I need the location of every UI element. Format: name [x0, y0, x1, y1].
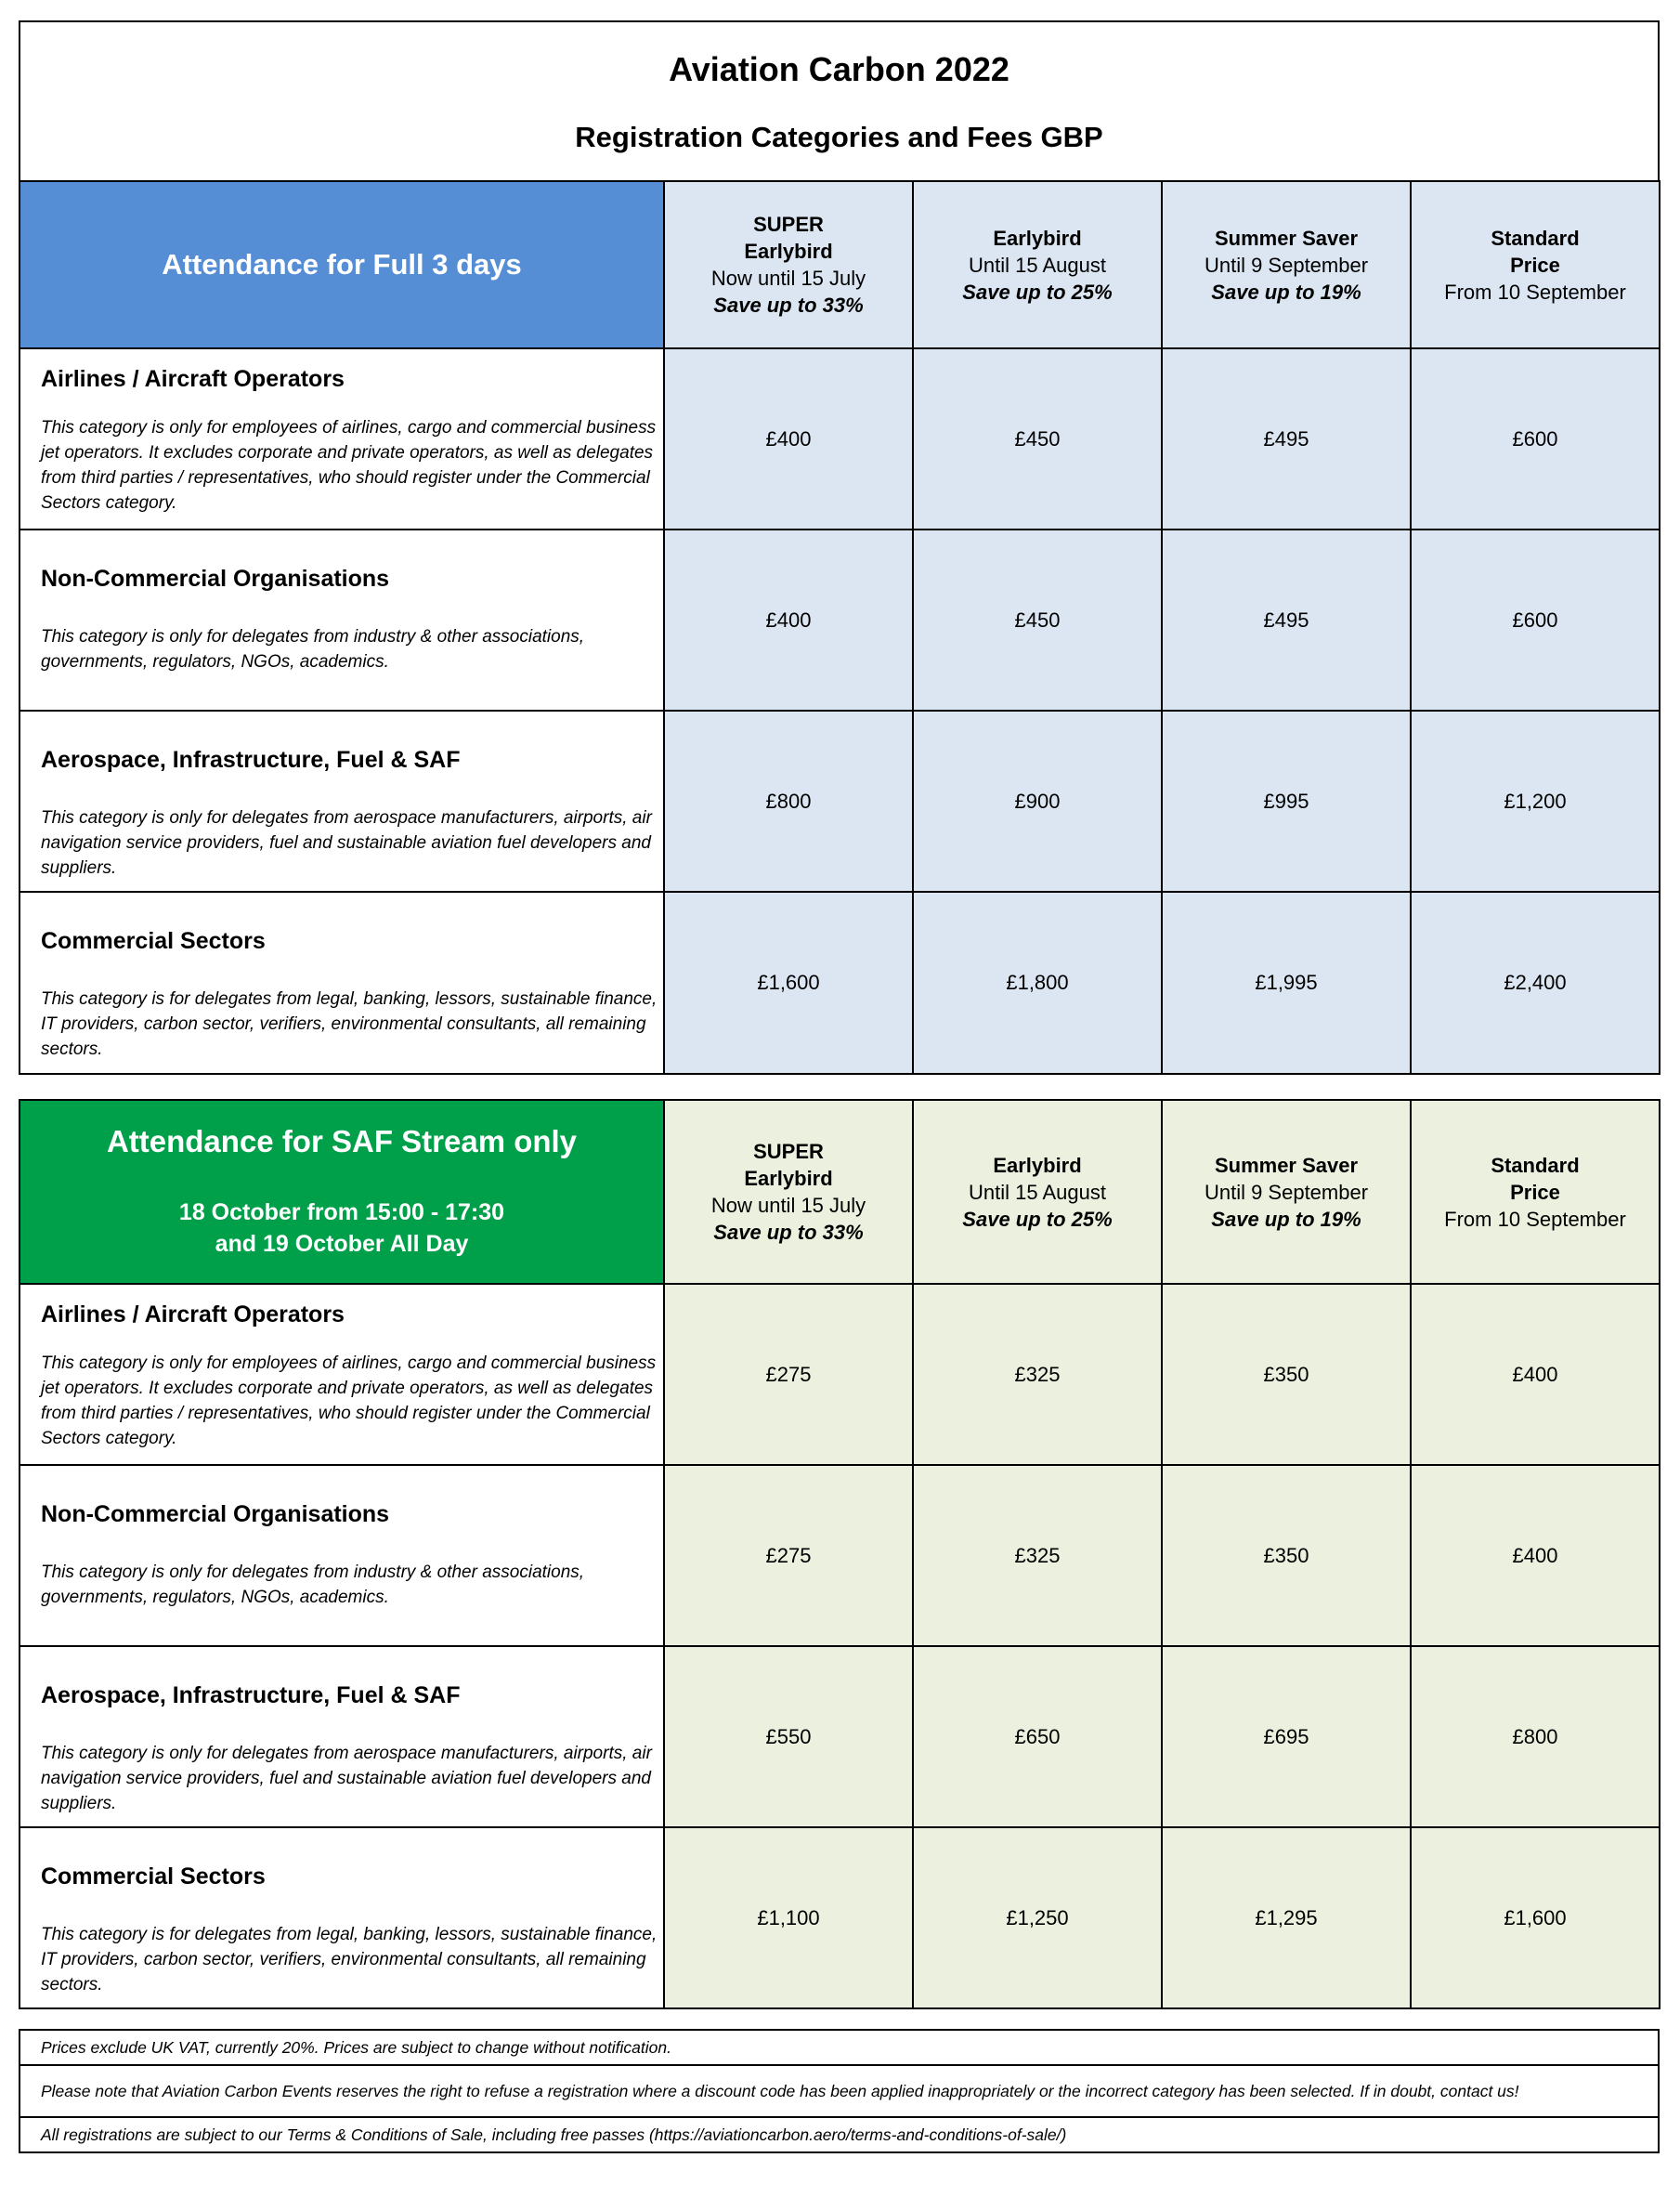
tier-header-super-earlybird: [664, 181, 913, 348]
category-cell: [20, 1465, 664, 1646]
category-description: This category is for delegates from legal, banking, lessors, sustainable finance, IT providers, carbon sector, verifiers, environmental consultants, all remaining sectors.: [41, 1925, 658, 1994]
notes-table: [19, 2029, 1660, 2153]
full-attendance-heading: Attendance for Full 3 days: [20, 181, 664, 348]
price-cell: £275: [664, 1465, 913, 1646]
category-description: This category is only for delegates from industry & other associations, governments, regulators, NGOs, academics.: [41, 627, 585, 672]
page-title: Aviation Carbon 2022: [669, 50, 1009, 88]
price-cell: £2,400: [1411, 892, 1660, 1074]
note-terms: All registrations are subject to our Terms & Conditions of Sale, including free passes (https://aviationcarbon.aero/terms-and-conditions-of-sale/): [20, 2117, 1659, 2152]
saf-stream-title: Attendance for SAF Stream only: [106, 1124, 578, 1158]
page-subtitle: Registration Categories and Fees GBP: [575, 121, 1103, 153]
table-row: [20, 530, 1660, 711]
tier-saving: Save up to 25%: [962, 1207, 1113, 1231]
price-cell: £450: [913, 530, 1162, 711]
tier-period: Until 15 August: [969, 253, 1106, 277]
category-title: Airlines / Aircraft Operators: [41, 1301, 345, 1327]
tier-header-earlybird: [913, 181, 1162, 348]
table-header-row: [20, 1100, 1660, 1284]
price-cell: £1,800: [913, 892, 1162, 1074]
price-cell: £325: [913, 1284, 1162, 1465]
price-cell: £900: [913, 711, 1162, 892]
category-description: This category is only for employees of airlines, cargo and commercial business jet operators. It excludes corporate and private operators, as well as delegates from third parties / representatives, who should register under the Commercial Sectors category.: [41, 1354, 657, 1448]
category-cell: [20, 1284, 664, 1465]
category-title: Commercial Sectors: [41, 928, 266, 954]
category-cell: [20, 892, 664, 1074]
price-cell: £400: [1411, 1284, 1660, 1465]
price-cell: £1,600: [1411, 1827, 1660, 2008]
table-row: [20, 1646, 1660, 1827]
price-cell: £1,600: [664, 892, 913, 1074]
tier-period: Until 9 September: [1204, 253, 1369, 277]
category-title: Airlines / Aircraft Operators: [41, 366, 345, 392]
category-description: This category is only for delegates from aerospace manufacturers, airports, air navigation service providers, fuel and sustainable aviation fuel developers and suppliers.: [41, 1744, 652, 1813]
category-description: This category is for delegates from legal, banking, lessors, sustainable finance, IT providers, carbon sector, verifiers, environmental consultants, all remaining sectors.: [41, 989, 658, 1059]
tier-saving: Save up to 25%: [962, 280, 1113, 304]
page-header: [19, 20, 1660, 180]
price-cell: £800: [664, 711, 913, 892]
tier-header-standard: [1411, 181, 1660, 348]
tier-name-line2: Earlybird: [744, 240, 833, 263]
tier-name: SUPER: [753, 213, 824, 236]
category-cell: [20, 348, 664, 530]
category-title: Commercial Sectors: [41, 1864, 266, 1890]
price-cell: £1,295: [1162, 1827, 1411, 2008]
table-header-row: [20, 181, 1660, 348]
tier-header-summer-saver: [1162, 181, 1411, 348]
note-refusal: Please note that Aviation Carbon Events reserves the right to refuse a registration where a discount code has been applied inappropriately or the incorrect category has been selected. If in doubt, contact us!: [20, 2065, 1659, 2117]
tier-header-earlybird: [913, 1100, 1162, 1284]
category-cell: [20, 1646, 664, 1827]
category-title: Aerospace, Infrastructure, Fuel & SAF: [41, 1682, 461, 1708]
price-cell: £400: [1411, 1465, 1660, 1646]
tier-period: Now until 15 July: [710, 267, 866, 290]
price-cell: £400: [664, 530, 913, 711]
full-attendance-fee-table: [19, 180, 1660, 1075]
tier-name: Summer Saver: [1214, 226, 1359, 250]
saf-stream-fee-table: [19, 1099, 1660, 2009]
tier-name-line2: Earlybird: [744, 1167, 833, 1190]
price-cell: £325: [913, 1465, 1162, 1646]
table-row: [20, 711, 1660, 892]
price-cell: £650: [913, 1646, 1162, 1827]
tier-period: Now until 15 July: [710, 1194, 866, 1217]
note-row: [20, 2065, 1659, 2117]
tier-name: Standard: [1491, 1153, 1580, 1177]
price-cell: £350: [1162, 1284, 1411, 1465]
tier-saving: Save up to 33%: [713, 1221, 864, 1244]
saf-stream-heading: [20, 1100, 664, 1284]
tier-period: Until 15 August: [969, 1180, 1106, 1204]
table-row: [20, 1465, 1660, 1646]
category-cell: [20, 711, 664, 892]
price-cell: £550: [664, 1646, 913, 1827]
table-row: [20, 1827, 1660, 2008]
price-cell: £600: [1411, 530, 1660, 711]
tier-period: Until 9 September: [1204, 1180, 1369, 1204]
table-row: [20, 892, 1660, 1074]
tier-name: Earlybird: [993, 226, 1082, 250]
category-title: Non-Commercial Organisations: [41, 566, 390, 592]
tier-saving: Save up to 19%: [1211, 280, 1361, 304]
table-row: [20, 1284, 1660, 1465]
price-cell: £995: [1162, 711, 1411, 892]
price-cell: £1,995: [1162, 892, 1411, 1074]
saf-stream-dates-line1: 18 October from 15:00 - 17:30: [178, 1199, 505, 1225]
price-cell: £1,200: [1411, 711, 1660, 892]
tier-saving: Save up to 33%: [713, 294, 864, 317]
price-cell: £275: [664, 1284, 913, 1465]
tier-saving: Save up to 19%: [1211, 1207, 1361, 1231]
price-cell: £1,250: [913, 1827, 1162, 2008]
tier-name-line2: Price: [1510, 253, 1560, 277]
price-cell: £350: [1162, 1465, 1411, 1646]
price-cell: £600: [1411, 348, 1660, 530]
price-cell: £400: [664, 348, 913, 530]
price-cell: £495: [1162, 348, 1411, 530]
price-cell: £695: [1162, 1646, 1411, 1827]
tier-header-super-earlybird: [664, 1100, 913, 1284]
price-cell: £800: [1411, 1646, 1660, 1827]
tier-name: Standard: [1491, 226, 1580, 250]
note-vat: Prices exclude UK VAT, currently 20%. Prices are subject to change without notification.: [20, 2030, 1659, 2065]
tier-period: From 10 September: [1444, 1207, 1626, 1231]
category-title: Non-Commercial Organisations: [41, 1501, 390, 1527]
category-title: Aerospace, Infrastructure, Fuel & SAF: [41, 747, 461, 773]
category-cell: [20, 530, 664, 711]
tier-name-line2: Price: [1510, 1180, 1560, 1204]
table-row: [20, 348, 1660, 530]
category-description: This category is only for delegates from industry & other associations, governments, regulators, NGOs, academics.: [41, 1563, 585, 1607]
tier-period: From 10 September: [1444, 280, 1626, 304]
tier-header-standard: [1411, 1100, 1660, 1284]
tier-name: Summer Saver: [1214, 1153, 1359, 1177]
tier-name: Earlybird: [993, 1153, 1082, 1177]
price-cell: £450: [913, 348, 1162, 530]
tier-header-summer-saver: [1162, 1100, 1411, 1284]
price-cell: £495: [1162, 530, 1411, 711]
category-description: This category is only for employees of airlines, cargo and commercial business jet operators. It excludes corporate and private operators, as well as delegates from third parties / representatives, who should register under the Commercial Sectors category.: [41, 418, 657, 513]
price-cell: £1,100: [664, 1827, 913, 2008]
note-row: [20, 2030, 1659, 2065]
category-description: This category is only for delegates from aerospace manufacturers, airports, air navigation service providers, fuel and sustainable aviation fuel developers and suppliers.: [41, 808, 652, 878]
tier-name: SUPER: [753, 1140, 824, 1163]
note-row: [20, 2117, 1659, 2152]
saf-stream-dates-line2: and 19 October All Day: [215, 1231, 469, 1257]
category-cell: [20, 1827, 664, 2008]
